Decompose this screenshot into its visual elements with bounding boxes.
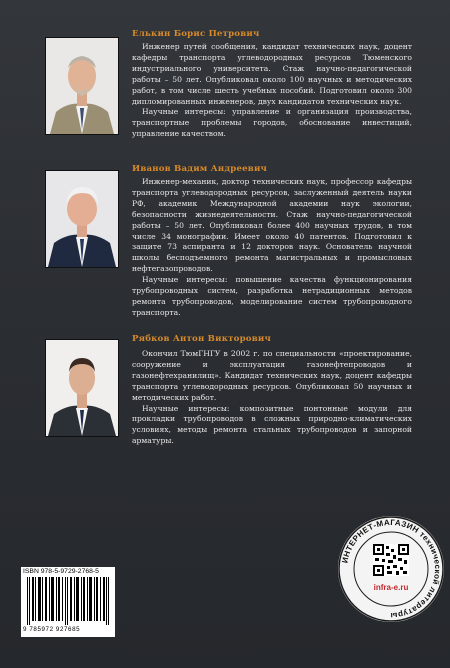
author-photo-ryabkov bbox=[45, 339, 119, 437]
bio-paragraph: Научные интересы: управление и организация производства, транспортные проблемы городов, обоснование инвестиций, управление качеством. bbox=[132, 107, 412, 139]
bio-paragraph: Окончил ТюмГНГУ в 2002 г. по специальности «проектирование, сооружение и эксплуатация газонефтепроводов и газонефтехранилищ». Кандидат технических наук, доцент кафедры транспорта углеводородных ресурсов. Опубликовал 50 научных и методических работ. bbox=[132, 349, 412, 402]
barcode-digits: 9 785972 927685 bbox=[23, 626, 81, 633]
bio-paragraph: Научные интересы: композитные понтонные модули для прокладки трубопроводов в сложных природно-климатических условиях, методы ремонта стальных трубопроводов и запорной арматуры. bbox=[132, 403, 412, 446]
author-photo-elkin bbox=[45, 37, 119, 135]
qr-code-icon bbox=[373, 544, 409, 576]
author-bio bbox=[132, 349, 412, 447]
isbn-barcode bbox=[21, 567, 115, 637]
bio-paragraph: Инженер-механик, доктор технических наук, профессор кафедры транспорта углеводородных ресурсов, заслуженный деятель науки РФ, академик Международной академии наук экологии, безопасности жизнедеятельности. Стаж научно-педагогической работы – 50 лет. Опубликовал более 400 научных трудов, в том числе 34 монографии. Имеет около 40 патентов. Подготовил к защите 73 аспиранта и 12 докторов наук. Основатель научной школы бесподъемного ремонта магистральных и промысловых нефтегазопроводов. bbox=[132, 177, 412, 274]
bio-paragraph: Научные интересы: повышение качества функционирования трубопроводных систем, разработка нетрадиционных методов ремонта трубопроводов, моделирование систем трубопроводного транспорта. bbox=[132, 275, 412, 317]
seal-ring-text: ИНТЕРНЕТ-МАГАЗИН технической литературы bbox=[340, 517, 443, 621]
bio-paragraph: Инженер путей сообщения, кандидат технических наук, доцент кафедры транспорта углеводородных ресурсов Тюменского индустриального университета. Стаж научно-педагогической работы – 50 лет. Опубликовал около 100 научных и методических работ, в том числе шесть учебных пособий. Подготовил около 300 дипломированных инженеров, двух кандидатов технических наук. bbox=[132, 42, 412, 106]
barcode-bars bbox=[25, 577, 111, 625]
author-name: Рябков Антон Викторович bbox=[132, 334, 271, 344]
author-name: Иванов Вадим Андреевич bbox=[132, 164, 268, 174]
author-bio bbox=[132, 177, 412, 319]
seal-url: infra-e.ru bbox=[373, 583, 409, 592]
isbn-label: ISBN 978-5-9729-2768-5 bbox=[23, 568, 99, 575]
author-bio bbox=[132, 42, 412, 140]
shop-seal bbox=[336, 514, 446, 624]
author-photo-ivanov bbox=[45, 170, 119, 268]
author-name: Елькин Борис Петрович bbox=[132, 29, 260, 39]
